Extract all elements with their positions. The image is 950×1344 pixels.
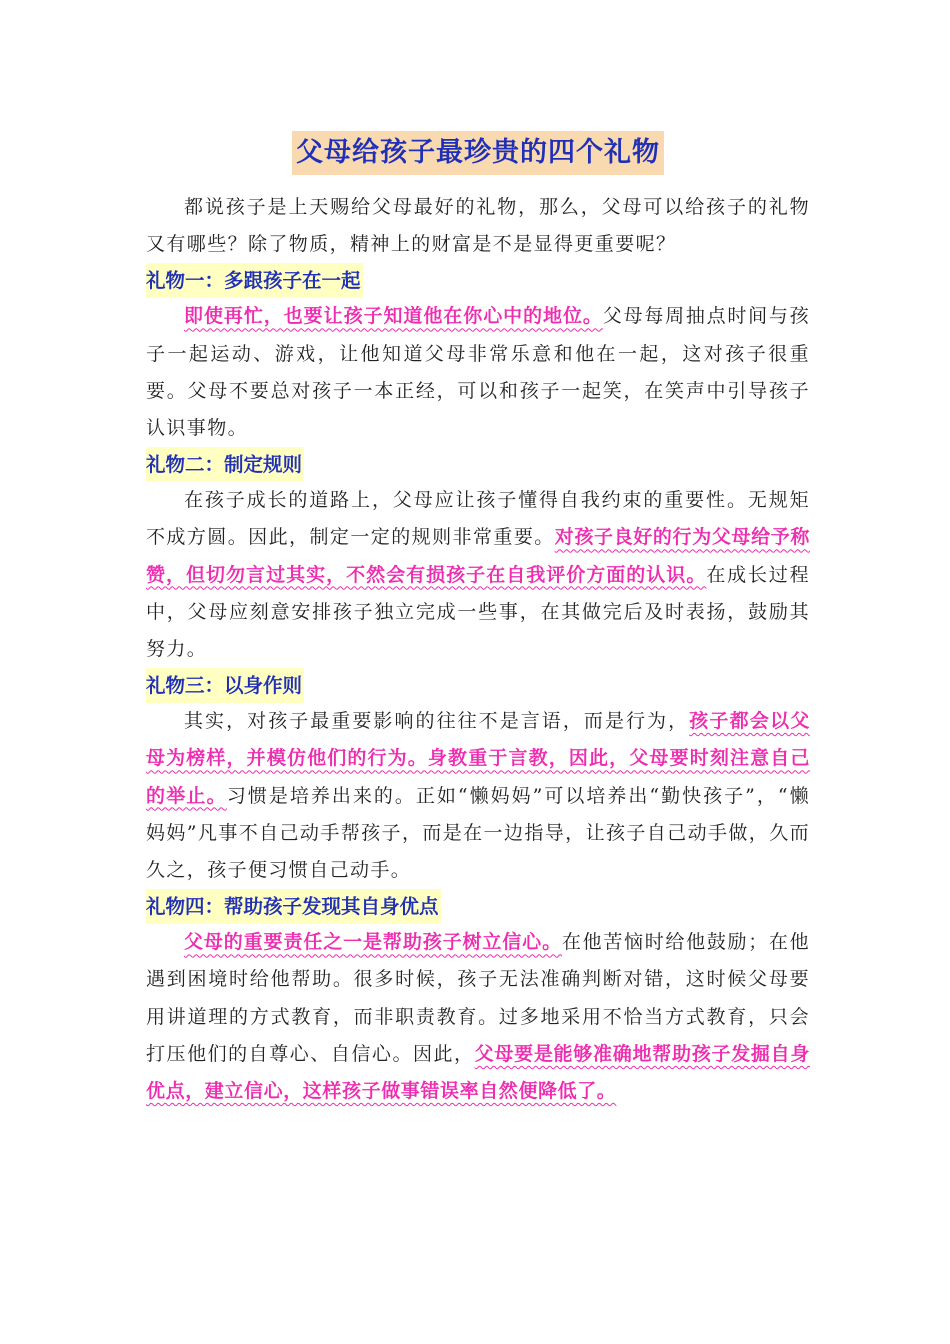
section-heading-3 <box>146 668 810 703</box>
body-text: 在他苦恼时给他鼓励；在他遇到困境时给他帮助。很多时候，孩子无法准确判断对错，这时候父母要用讲道理的方式教育，而非职责教育。过多地采用不恰当方式教育，只会打压他们的自尊心、自信心。因此， <box>146 931 810 1065</box>
body-text: 在成长过程中，父母应刻意安排孩子独立完成一些事，在其做完后及时表扬，鼓励其努力。 <box>146 563 810 661</box>
highlight-text: 孩子都会以父母为榜样，并模仿他们的行为。身教重于言教，因此，父母要时刻注意自己的举止。 <box>146 710 810 807</box>
section-heading-1 <box>146 263 810 298</box>
section-paragraph-1 <box>146 298 810 447</box>
body-text: 父母每周抽点时间与孩子一起运动、游戏，让他知道父母非常乐意和他在一起，这对孩子很重要。父母不要总对孩子一本正经，可以和孩子一起笑，在笑声中引导孩子认识事物。 <box>146 305 810 440</box>
section-paragraph-2 <box>146 482 810 668</box>
highlight-text: 对孩子良好的行为父母给予称赞，但切勿言过其实，不然会有损孩子在自我评价方面的认识。 <box>146 526 810 586</box>
document-title-text: 父母给孩子最珍贵的四个礼物 <box>292 131 664 175</box>
body-text: 习惯是培养出来的。正如“懒妈妈”可以培养出“勤快孩子”，“懒妈妈”凡事不自己动手帮孩子，而是在一边指导，让孩子自己动手做，久而久之，孩子便习惯自己动手。 <box>146 784 810 882</box>
section-heading-2 <box>146 447 810 482</box>
section-heading-4 <box>146 889 810 924</box>
highlight-text: 即使再忙，也要让孩子知道他在你心中的地位。 <box>184 305 603 328</box>
section-heading-text: 礼物四：帮助孩子发现其自身优点 <box>146 889 441 924</box>
body-text: 在孩子成长的道路上，父母应让孩子懂得自我约束的重要性。无规矩不成方圆。因此，制定一定的规则非常重要。 <box>146 489 810 549</box>
document-page <box>146 128 810 1110</box>
body-text: 其实，对孩子最重要影响的往往不是言语，而是行为， <box>184 710 690 733</box>
intro-paragraph <box>146 189 810 263</box>
document-title <box>146 128 810 175</box>
section-heading-text: 礼物三：以身作则 <box>146 668 304 703</box>
section-paragraph-4 <box>146 924 810 1110</box>
highlight-text: 父母的重要责任之一是帮助孩子树立信心。 <box>184 931 562 954</box>
highlight-text: 父母要是能够准确地帮助孩子发掘自身优点，建立信心，这样孩子做事错误率自然便降低了。 <box>146 1042 811 1103</box>
intro-text: 都说孩子是上天赐给父母最好的礼物，那么，父母可以给孩子的礼物又有哪些？除了物质，精神上的财富是不是显得更重要呢？ <box>146 196 810 256</box>
section-paragraph-3 <box>146 703 810 889</box>
section-heading-text: 礼物二：制定规则 <box>146 447 304 482</box>
section-heading-text: 礼物一：多跟孩子在一起 <box>146 263 363 298</box>
